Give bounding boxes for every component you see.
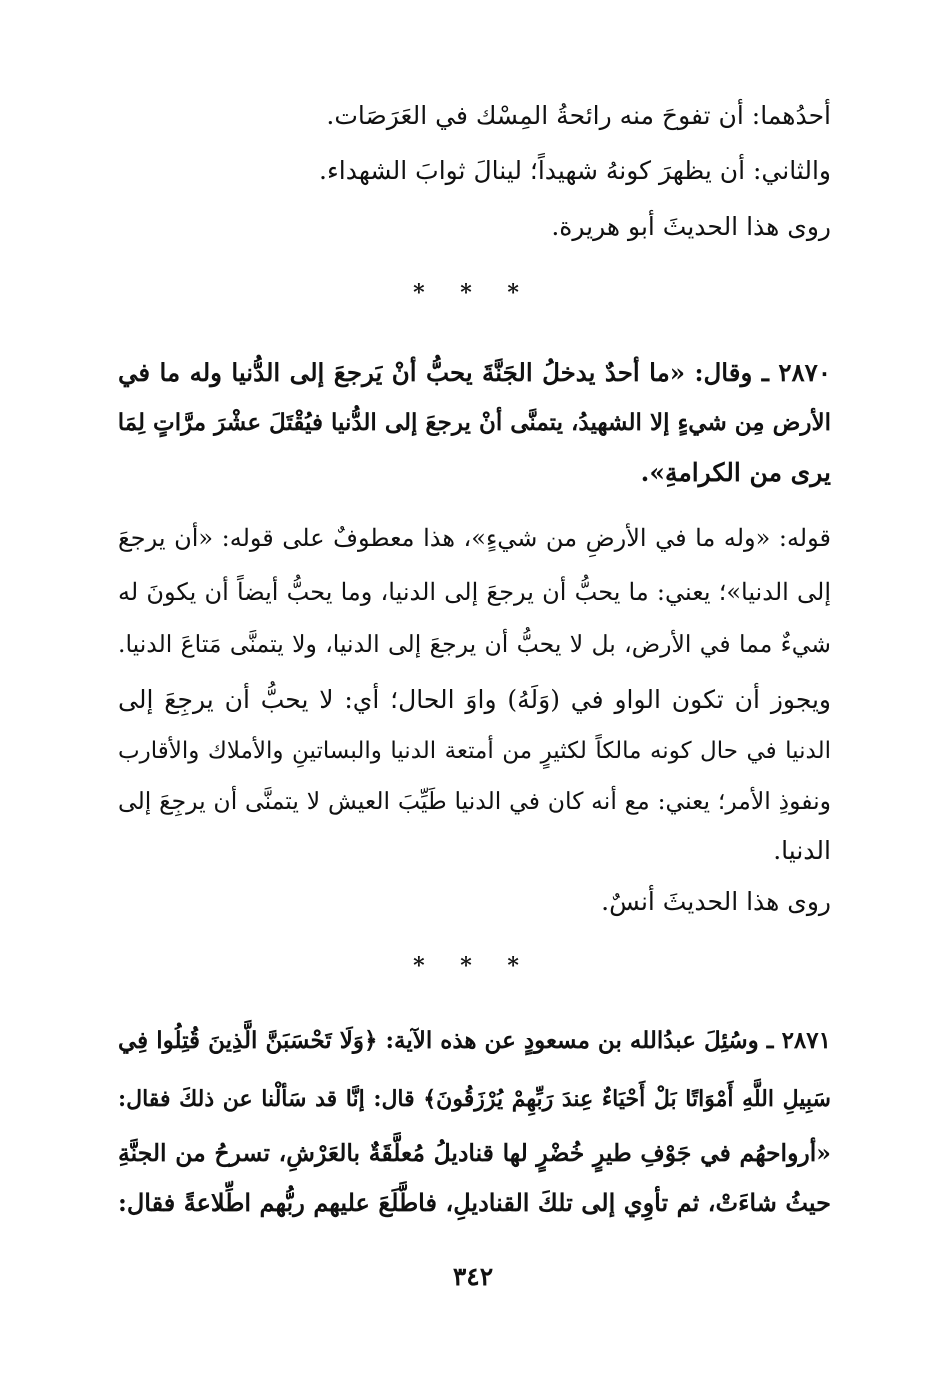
section-separator: * * * (413, 953, 533, 979)
hadith-text-line: «أرواحهُم في جَوْفِ طيرٍ خُضْرٍ لها قناديلُ مُعلَّقَةٌ بالعَرْشِ، تسرحُ من الجنَّةِ (118, 1139, 831, 1167)
commentary-line: ويجوز أن تكون الواو في (وَلَهُ) واوَ الحال؛ أي: لا يحبُّ أن يرجِعَ إلى (118, 685, 831, 714)
commentary-line: قوله: «وله ما في الأرضِ من شيءٍ»، هذا معطوفٌ على قوله: «أن يرجعَ (118, 524, 831, 552)
commentary-line: الدنيا. (773, 836, 831, 865)
commentary-line: إلى الدنيا»؛ يعني: ما يحبُّ أن يرجعَ إلى الدنيا، وما يحبُّ أيضاً أن يكونَ له (118, 578, 831, 606)
narrator-line: روى هذا الحديثَ أنسٌ. (601, 887, 831, 916)
narrator-line: روى هذا الحديثَ أبو هريرة. (551, 212, 831, 241)
hadith-text-line: ٢٨٧٠ ـ وقال: «ما أحدٌ يدخلُ الجَنَّةَ يحبُّ أنْ يَرجعَ إلى الدُّنيا وله ما في (118, 358, 831, 387)
commentary-line: ونفوذِ الأمر؛ يعني: مع أنه كان في الدنيا طَيِّبَ العيش لا يتمنَّى أن يرجِعَ إلى (118, 787, 831, 815)
hadith-text-line: سَبِيلِ اللَّهِ أَمْوَاتًا بَلْ أَحْيَاءٌ عِندَ رَبِّهِمْ يُرْزَقُونَ﴾ قال: إنَّا قد سَألْنا عن ذلكَ فقال: (118, 1086, 831, 1112)
text-line: أحدُهما: أن تفوحَ منه رائحةُ المِسْك في العَرَصَات. (326, 101, 831, 130)
commentary-line: الدنيا في حال كونه مالكاً لكثيرٍ من أمتعة الدنيا والبساتينِ والأملاك والأقارب (118, 738, 831, 764)
hadith-text-line: يرى من الكرامةِ». (640, 458, 831, 487)
page-number: ٣٤٢ (452, 1262, 494, 1291)
hadith-text-line: حيثُ شاءَتْ، ثم تأوِي إلى تلكَ القناديلِ، فاطَّلَعَ عليهم ربُّهم اطِّلاعةً فقال: (118, 1188, 831, 1217)
hadith-text-line: ٢٨٧١ ـ وسُئِلَ عبدُالله بن مسعودٍ عن هذه الآية: ﴿وَلَا تَحْسَبَنَّ الَّذِينَ قُتِلُوا فِي (118, 1027, 831, 1054)
text-line: والثاني: أن يظهرَ كونهُ شهيداً؛ لينالَ ثوابَ الشهداء. (319, 156, 831, 185)
commentary-line: شيءٌ مما في الأرض، بل لا يحبُّ أن يرجعَ إلى الدنيا، ولا يتمنَّى مَتاعَ الدنيا. (118, 630, 831, 658)
hadith-text-line: الأرض مِن شيءٍ إلا الشهيدُ، يتمنَّى أنْ يرجعَ إلى الدُّنيا فيُقْتَلَ عشْرَ مرَّاتٍ لِمَا (117, 409, 831, 436)
section-separator: * * * (413, 280, 533, 306)
